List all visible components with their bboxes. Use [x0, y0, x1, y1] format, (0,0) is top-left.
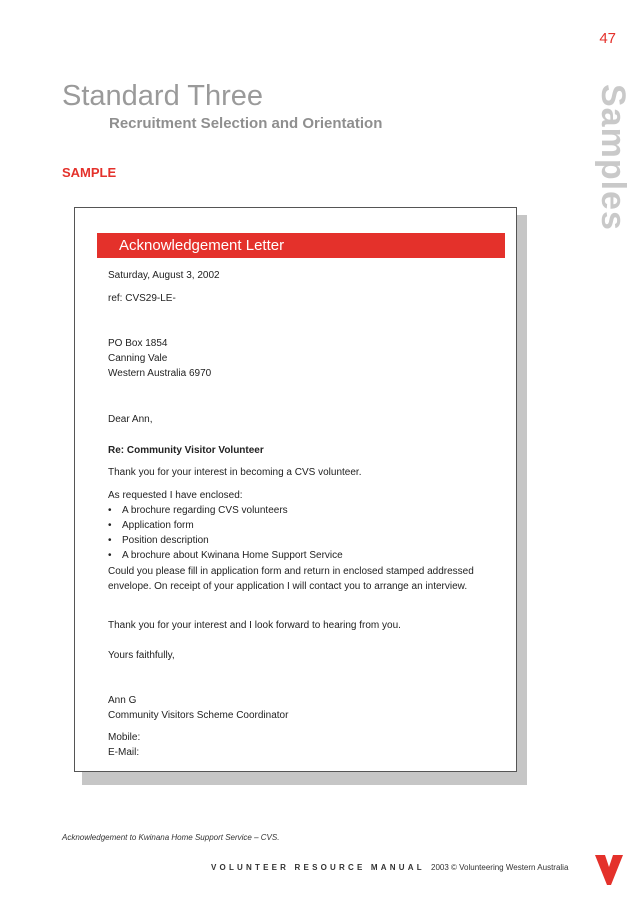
enclosed-intro: As requested I have enclosed: [108, 490, 243, 501]
list-item-text: Position description [122, 535, 209, 546]
list-item: • A brochure about Kwinana Home Support Service [108, 550, 343, 561]
paragraph-instructions: Could you please fill in application form and return in enclosed stamped addressed envelope. On receipt of your application I will contact you to arrange an interview. [108, 566, 474, 592]
letter-ref: ref: CVS29-LE- [108, 293, 176, 304]
address-line: Canning Vale [108, 353, 168, 364]
sample-label: SAMPLE [62, 165, 117, 180]
list-item: • A brochure regarding CVS volunteers [108, 505, 288, 516]
list-item: • Application form [108, 520, 194, 531]
page-number: 47 [599, 30, 616, 47]
figure-caption: Acknowledgement to Kwinana Home Support Service – CVS. [62, 833, 280, 842]
signer-name: Ann G [108, 695, 137, 706]
footer-copyright: 2003 © Volunteering Western Australia [431, 863, 569, 872]
letter-date: Saturday, August 3, 2002 [108, 270, 220, 281]
list-item-text: Application form [122, 520, 194, 531]
letter-card [74, 207, 517, 772]
paragraph-thanks: Thank you for your interest and I look forward to hearing from you. [108, 620, 401, 631]
address-line: Western Australia 6970 [108, 368, 212, 379]
closing: Yours faithfully, [108, 650, 175, 661]
re-line: Re: Community Visitor Volunteer [108, 445, 264, 456]
email-label: E-Mail: [108, 747, 140, 758]
signer-title: Community Visitors Scheme Coordinator [108, 710, 289, 721]
paragraph-interest: Thank you for your interest in becoming a CVS volunteer. [108, 467, 362, 478]
list-item-text: A brochure regarding CVS volunteers [122, 505, 288, 516]
list-item: • Position description [108, 535, 209, 546]
list-item-text: A brochure about Kwinana Home Support Service [122, 550, 343, 561]
page-footer [211, 863, 568, 872]
enclosure-list [108, 503, 493, 563]
letter-header: Acknowledgement Letter [97, 233, 505, 258]
mobile-label: Mobile: [108, 732, 141, 743]
page-title: Standard Three [62, 80, 263, 112]
salutation: Dear Ann, [108, 414, 153, 425]
section-side-label: Samples [594, 84, 632, 231]
vwa-v-logo-icon [594, 853, 624, 887]
page-subtitle: Recruitment Selection and Orientation [109, 115, 383, 132]
footer-manual-title: VOLUNTEER RESOURCE MANUAL [211, 863, 425, 872]
address-line: PO Box 1854 [108, 338, 168, 349]
